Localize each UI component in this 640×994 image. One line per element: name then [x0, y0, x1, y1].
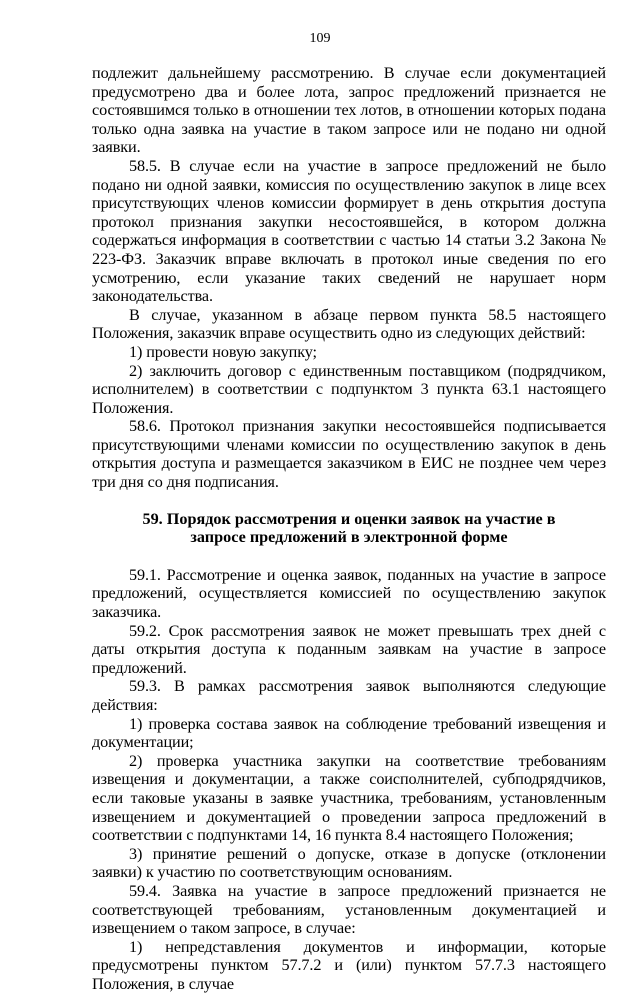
document-body — [92, 64, 606, 994]
paragraph: 59.2. Срок рассмотрения заявок не может превышать трех дней с даты открытия доступа к поданным заявкам на участие в запросе предложений. — [92, 621, 606, 677]
paragraph: 58.6. Протокол признания закупки несостоявшейся подписывается присутствующими членами комиссии по осуществлению закупок в день открытия доступа и размещается заказчиком в ЕИС не позднее чем через три дня со дня подписания. — [92, 417, 606, 492]
list-item: 1) непредставления документов и информации, которые предусмотрены пунктом 57.7.2 и (или) пунктом 57.7.3 настоящего Положения, в случае — [92, 937, 606, 993]
list-item: 2) проверка участника закупки на соответствие требованиям извещения и документации, а также соисполнителей, субподрядчиков, если таковые указаны в заявке участника, требованиям, установленным извещением и документацией о проведении запроса предложений в соответствии с подпунктами 14, 16 пункта 8.4 настоящего Положения; — [92, 751, 606, 845]
page-number: 109 — [309, 31, 331, 46]
list-item: 1) провести новую закупку; — [129, 342, 317, 361]
paragraph: 59.3. В рамках рассмотрения заявок выполняются следующие действия: — [92, 677, 606, 714]
paragraph: подлежит дальнейшему рассмотрению. В случае если документацией предусмотрено два и более лота, запрос предложений признается не состоявшимся только в отношении тех лотов, в отношении которых подана только одна заявка на участие в таком запросе или не подано ни одной заявки. — [92, 64, 606, 157]
paragraph: 58.5. В случае если на участие в запросе предложений не было подано ни одной заявки, комиссия по осуществлению закупок в лице всех присутствующих членов комиссии формирует в день открытия доступа протокол признания закупки несостоявшейся, в котором должна содержаться информация в соответствии с частью 14 статьи 3.2 Закона № 223-ФЗ. Заказчик вправе включать в протокол иные сведения по его усмотрению, если указание таких сведений не нарушает норм законодательства. — [92, 156, 606, 306]
paragraph: 59.1. Рассмотрение и оценка заявок, поданных на участие в запросе предложений, осуществляется комиссией по осуществлению закупок заказчика. — [92, 565, 606, 622]
paragraph: 59.4. Заявка на участие в запросе предложений признается не соответствующей требованиям, установленным документацией и извещением о таком запросе, в случае: — [92, 881, 606, 938]
list-item: 3) принятие решений о допуске, отказе в допуске (отклонении заявки) к участию по соответствующим основаниям. — [92, 844, 606, 882]
section-heading: 59. Порядок рассмотрения и оценки заявок на участие в запросе предложений в электронной форме — [142, 509, 556, 547]
list-item: 1) проверка состава заявок на соблюдение требований извещения и документации; — [92, 714, 606, 752]
list-item: 2) заключить договор с единственным поставщиком (подрядчиком, исполнителем) в соответствии с подпунктом 3 пункта 63.1 настоящего Положения. — [92, 361, 606, 417]
paragraph: В случае, указанном в абзаце первом пункта 58.5 настоящего Положения, заказчик вправе осуществить одно из следующих действий: — [92, 305, 606, 343]
